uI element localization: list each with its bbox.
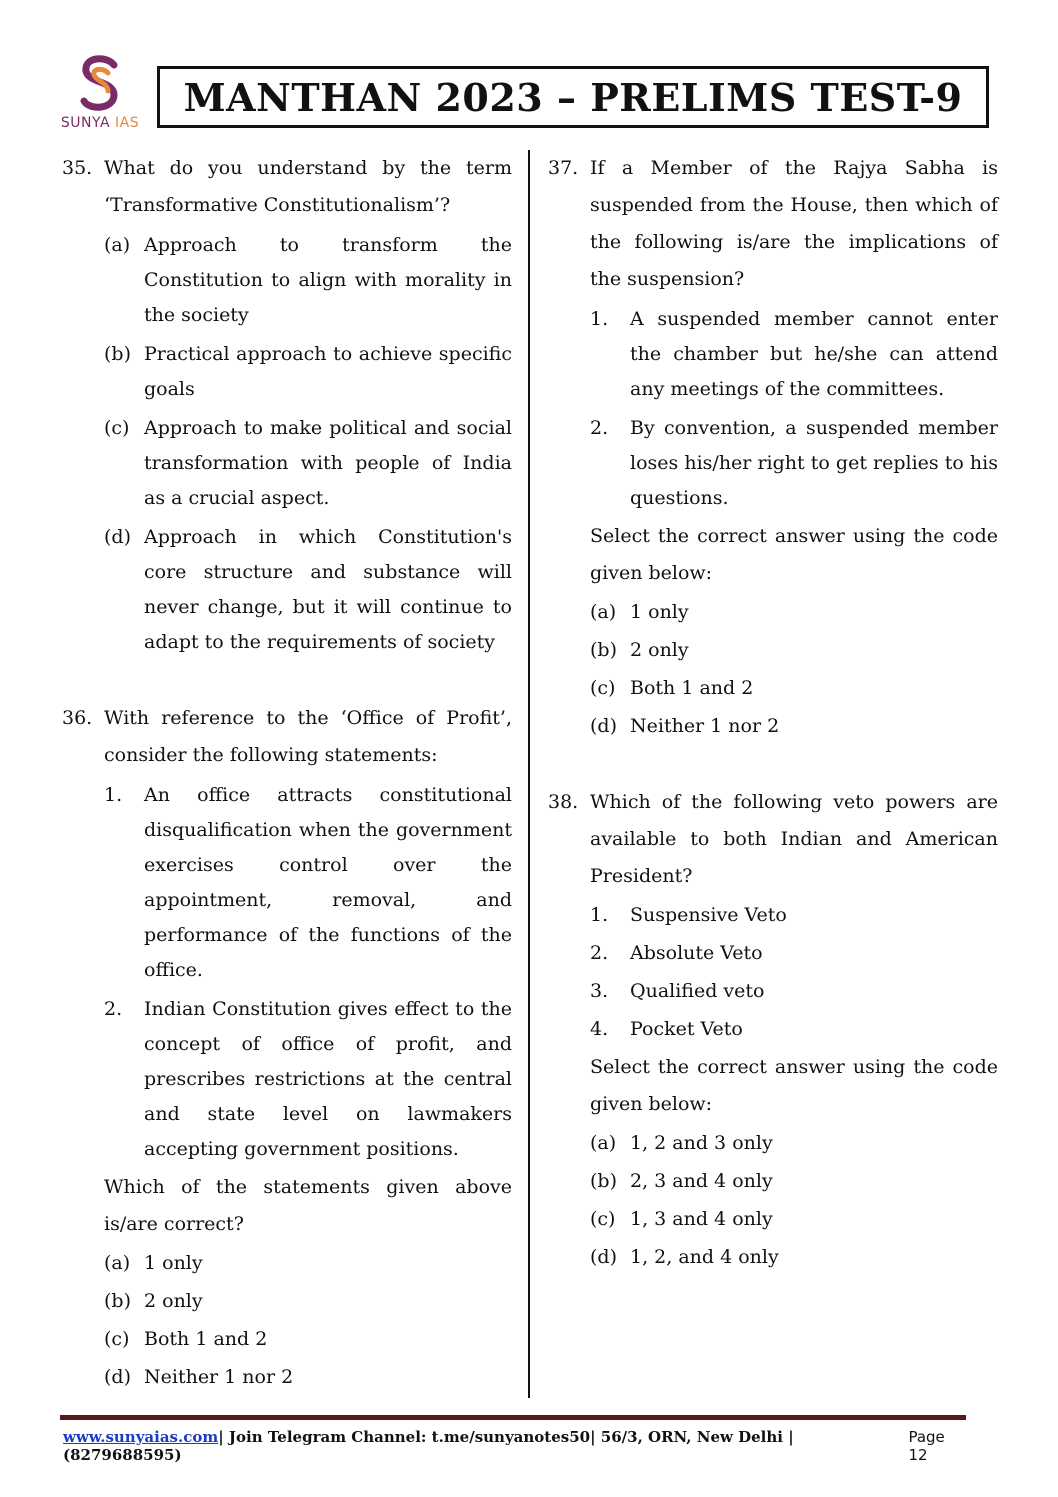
option-text: Both 1 and 2 (630, 677, 754, 699)
statement-label: 2. (590, 942, 609, 964)
question-text: Which of the following veto powers are available to both Indian and American President? (590, 791, 998, 887)
question-prompt: Select the correct answer using the code given below: (590, 1056, 998, 1115)
statement-2 (590, 935, 998, 971)
option-c (104, 1321, 512, 1357)
question-38 (548, 784, 998, 1275)
option-a (590, 594, 998, 630)
brand-word-1: SUNYA (60, 115, 111, 131)
statement-1 (104, 778, 512, 988)
option-text: 2 only (630, 639, 689, 661)
question-number: 37. (548, 157, 579, 179)
option-b (590, 632, 998, 668)
question-text: If a Member of the Rajya Sabha is suspended from the House, then which of the following is/are the implications of the suspension? (590, 157, 998, 290)
option-label: (b) (104, 343, 131, 365)
statement-label: 1. (104, 784, 123, 806)
question-37 (548, 150, 998, 744)
option-label: (c) (590, 677, 616, 699)
question-prompt: Which of the statements given above is/are correct? (104, 1176, 512, 1235)
statement-text: Indian Constitution gives effect to the concept of office of profit, and prescribes restrictions at the central and state level on lawmakers accepting government positions. (144, 998, 512, 1160)
statement-text: Suspensive Veto (630, 904, 787, 926)
option-label: (a) (590, 601, 617, 623)
brand-name (58, 115, 142, 131)
question-number: 35. (62, 157, 93, 179)
option-label: (b) (590, 639, 617, 661)
statement-label: 4. (590, 1018, 609, 1040)
option-b (104, 1283, 512, 1319)
option-text: Practical approach to achieve specific goals (144, 343, 512, 400)
option-text: 1 only (630, 601, 689, 623)
option-label: (b) (104, 1290, 131, 1312)
option-label: (d) (590, 715, 617, 737)
option-label: (d) (104, 1366, 131, 1388)
question-text: With reference to the ‘Office of Profit’, consider the following statements: (104, 707, 512, 766)
option-text: Both 1 and 2 (144, 1328, 268, 1350)
option-label: (c) (104, 417, 130, 439)
statement-3 (590, 973, 998, 1009)
footer-divider (60, 1415, 966, 1420)
option-label: (c) (104, 1328, 130, 1350)
statement-2 (104, 992, 512, 1167)
question-number: 38. (548, 791, 579, 813)
option-label: (a) (104, 234, 131, 256)
option-d (104, 520, 512, 660)
option-text: 1 only (144, 1252, 203, 1274)
statement-label: 1. (590, 904, 609, 926)
option-d (590, 708, 998, 744)
statement-text: Pocket Veto (630, 1018, 743, 1040)
option-text: Approach in which Constitution's core structure and substance will never change, but it will continue to adapt to the requirements of society (144, 526, 512, 653)
brand-logo (58, 55, 142, 135)
option-b (590, 1163, 998, 1199)
option-text: 1, 3 and 4 only (630, 1208, 773, 1230)
question-prompt: Select the correct answer using the code given below: (590, 525, 998, 584)
option-b (104, 337, 512, 407)
option-d (104, 1359, 512, 1395)
page-footer (63, 1428, 968, 1464)
option-a (104, 1245, 512, 1281)
option-label: (d) (590, 1246, 617, 1268)
brand-word-2: IAS (115, 115, 140, 131)
option-label: (d) (104, 526, 131, 548)
question-35 (62, 150, 512, 660)
column-divider (528, 150, 530, 1398)
option-d (590, 1239, 998, 1275)
statement-label: 2. (590, 417, 609, 439)
left-column (62, 150, 512, 1395)
statement-2 (590, 411, 998, 516)
statement-label: 3. (590, 980, 609, 1002)
option-c (590, 1201, 998, 1237)
right-column (548, 150, 998, 1275)
footer-info: | Join Telegram Channel: t.me/sunyanotes50| 56/3, ORN, New Delhi | (8279688595) (63, 1428, 794, 1464)
question-36 (62, 700, 512, 1395)
option-text: 1, 2, and 4 only (630, 1246, 779, 1268)
statement-4 (590, 1011, 998, 1047)
statement-text: Qualified veto (630, 980, 765, 1002)
page-number: Page 12 (908, 1428, 945, 1464)
option-c (104, 411, 512, 516)
statement-text: By convention, a suspended member loses his/her right to get replies to his questions. (630, 417, 998, 509)
option-a (104, 228, 512, 333)
option-label: (a) (104, 1252, 131, 1274)
option-c (590, 670, 998, 706)
statement-text: An office attracts constitutional disqualification when the government exercises control over the appointment, removal, and performance of the functions of the office. (144, 784, 512, 981)
footer-contact (63, 1428, 908, 1464)
page-title: MANTHAN 2023 – PRELIMS TEST-9 (183, 74, 963, 120)
option-text: Neither 1 nor 2 (630, 715, 780, 737)
option-a (590, 1125, 998, 1161)
question-text: What do you understand by the term ‘Transformative Constitutionalism’? (104, 157, 512, 216)
option-text: Approach to make political and social transformation with people of India as a crucial aspect. (144, 417, 512, 509)
statement-text: Absolute Veto (630, 942, 763, 964)
option-text: Neither 1 nor 2 (144, 1366, 294, 1388)
option-label: (c) (590, 1208, 616, 1230)
option-text: 2, 3 and 4 only (630, 1170, 773, 1192)
statement-label: 2. (104, 998, 123, 1020)
statement-1 (590, 897, 998, 933)
statement-1 (590, 302, 998, 407)
sunya-logo-mark-icon (78, 55, 122, 113)
option-text: 1, 2 and 3 only (630, 1132, 773, 1154)
question-number: 36. (62, 707, 93, 729)
website-link[interactable]: www.sunyaias.com (63, 1428, 219, 1446)
statement-label: 1. (590, 308, 609, 330)
option-label: (a) (590, 1132, 617, 1154)
page-title-box (157, 66, 989, 128)
option-text: 2 only (144, 1290, 203, 1312)
option-label: (b) (590, 1170, 617, 1192)
statement-text: A suspended member cannot enter the chamber but he/she can attend any meetings of the committees. (630, 308, 998, 400)
option-text: Approach to transform the Constitution to align with morality in the society (144, 234, 512, 326)
